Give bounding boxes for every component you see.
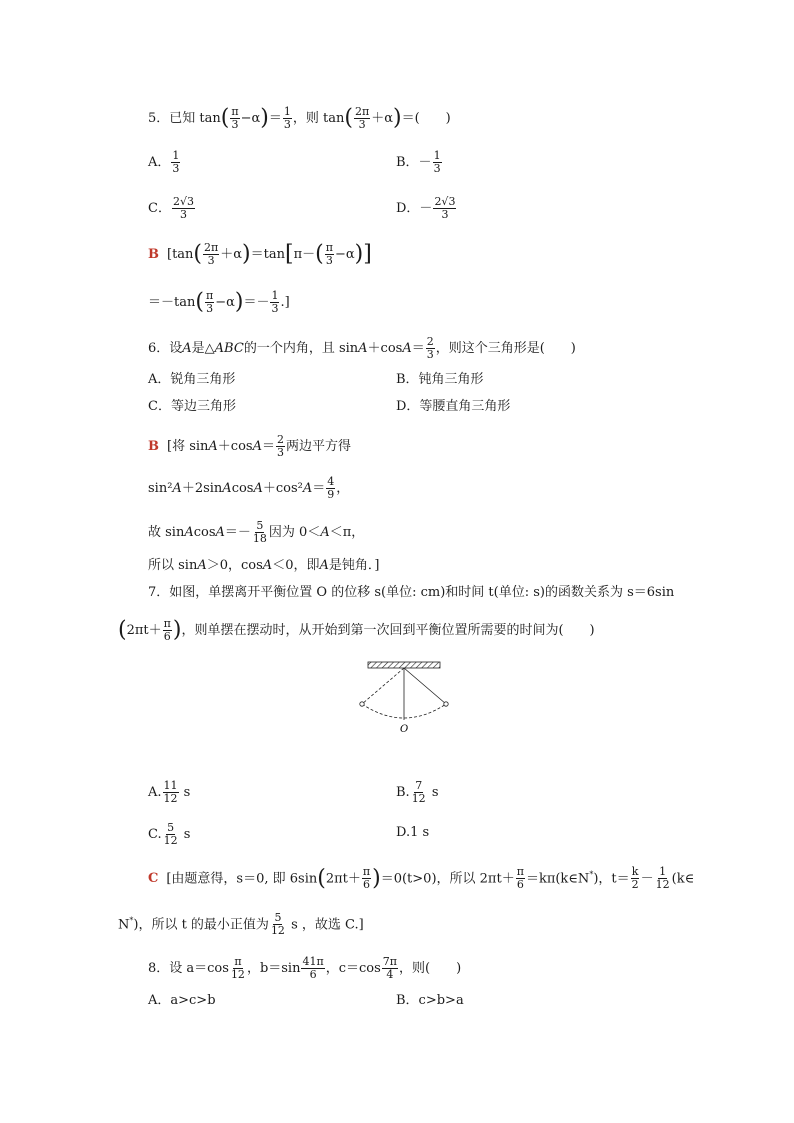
- q7-option-d[interactable]: D.1 s: [396, 825, 430, 840]
- q6-option-c[interactable]: C．等边三角形: [148, 399, 236, 414]
- q7-stem-line2: (2πt＋ $\frac{\pi}{6}$ )，则单摆在摆动时，从开始到第一次回到平衡位置所需要的时间为( ): [118, 617, 595, 643]
- bob-left: [360, 702, 364, 706]
- q8-option-a[interactable]: A．a>c>b: [148, 993, 216, 1008]
- q5-option-c[interactable]: C． $\frac{2√3}{3}$: [148, 195, 194, 221]
- q5-option-b[interactable]: B．－ $\frac{1}{3}$: [396, 149, 441, 175]
- q7-option-b[interactable]: B. $\frac{7}{12}$ s: [396, 779, 439, 805]
- fraction: $\frac{1}{3}$: [283, 105, 291, 131]
- q8-option-b[interactable]: B．c>b>a: [396, 993, 464, 1008]
- q6-stem: 6．设A是△ABC的一个内角，且 sinA＋cosA＝ $\frac{2}{3}$ ，则这个三角形是( ): [148, 335, 576, 361]
- q7-stem-line1: 7．如图，单摆离开平衡位置 O 的位移 s(单位: cm)和时间 t(单位: s)的函数关系为 s＝6sin: [148, 585, 675, 600]
- q5-option-a[interactable]: A． $\frac{1}{3}$: [148, 149, 180, 175]
- q5-option-d[interactable]: D．－ $\frac{2√3}{3}$: [396, 195, 456, 221]
- q6-option-b[interactable]: B．钝角三角形: [396, 372, 484, 387]
- bob-right: [444, 702, 448, 706]
- q6-option-d[interactable]: D．等腰直角三角形: [396, 399, 511, 414]
- figure-label-o: O: [400, 724, 409, 735]
- fraction: $\frac{2\pi}{3}$: [354, 105, 370, 131]
- q7-option-a[interactable]: A. $\frac{11}{12}$ s: [148, 779, 191, 805]
- q7-option-c[interactable]: C. $\frac{5}{12}$ s: [148, 821, 191, 847]
- q6-option-a[interactable]: A．锐角三角形: [148, 372, 236, 387]
- q7-solution-line1: C [由题意得，s＝0, 即 6sin(2πt＋ $\frac{\pi}{6}$ )＝0(t>0)，所以 2πt＋ $\frac{\pi}{6}$ ＝kπ(k∈N*)，t＝ $\frac{k}{2}$ － $\frac{1}{12}$ (k∈: [148, 865, 695, 892]
- pendulum-left-dashed: [362, 668, 404, 704]
- q8-stem: 8．设 a＝cos $\frac{\pi}{12}$ ，b＝sin $\frac{41\pi}{6}$ ，c＝cos $\frac{7\pi}{4}$ ，则( ): [148, 955, 462, 981]
- answer-letter: C: [148, 871, 159, 887]
- q7-solution-line2: N*)，所以 t 的最小正值为 $\frac{5}{12}$ s ，故选 C.]: [118, 911, 364, 938]
- pendulum-figure: [350, 660, 460, 738]
- answer-letter: B: [148, 439, 159, 454]
- q5-stem: 5．已知 tan( $\frac{\pi}{3}$ −α)＝ $\frac{1}{3}$ ，则 tan( $\frac{2\pi}{3}$ ＋α)＝( ): [148, 105, 451, 131]
- answer-letter: B: [148, 247, 159, 262]
- ceiling-support: [368, 662, 440, 668]
- q6-solution-line4: 所以 sinA＞0，cosA＜0，即A是钝角．]: [148, 558, 380, 573]
- q5-solution-line2: ＝－tan( $\frac{\pi}{3}$ −α)＝－ $\frac{1}{3}$ .]: [148, 289, 290, 315]
- pendulum-string: [404, 668, 446, 704]
- fraction: $\frac{\pi}{3}$: [231, 105, 239, 131]
- q6-solution-line2: sin²A＋2sinAcosA＋cos²A＝ $\frac{4}{9}$ ，: [148, 475, 350, 501]
- q6-solution-line3: 故 sinAcosA＝－ $\frac{5}{18}$ 因为 0＜A＜π，: [148, 519, 365, 545]
- q5-solution-line1: B [tan( $\frac{2\pi}{3}$ ＋α)＝tan[π－( $\frac{\pi}{3}$ −α)]: [148, 241, 372, 267]
- q6-solution-line1: B [将 sinA＋cosA＝ $\frac{2}{3}$ 两边平方得: [148, 433, 351, 459]
